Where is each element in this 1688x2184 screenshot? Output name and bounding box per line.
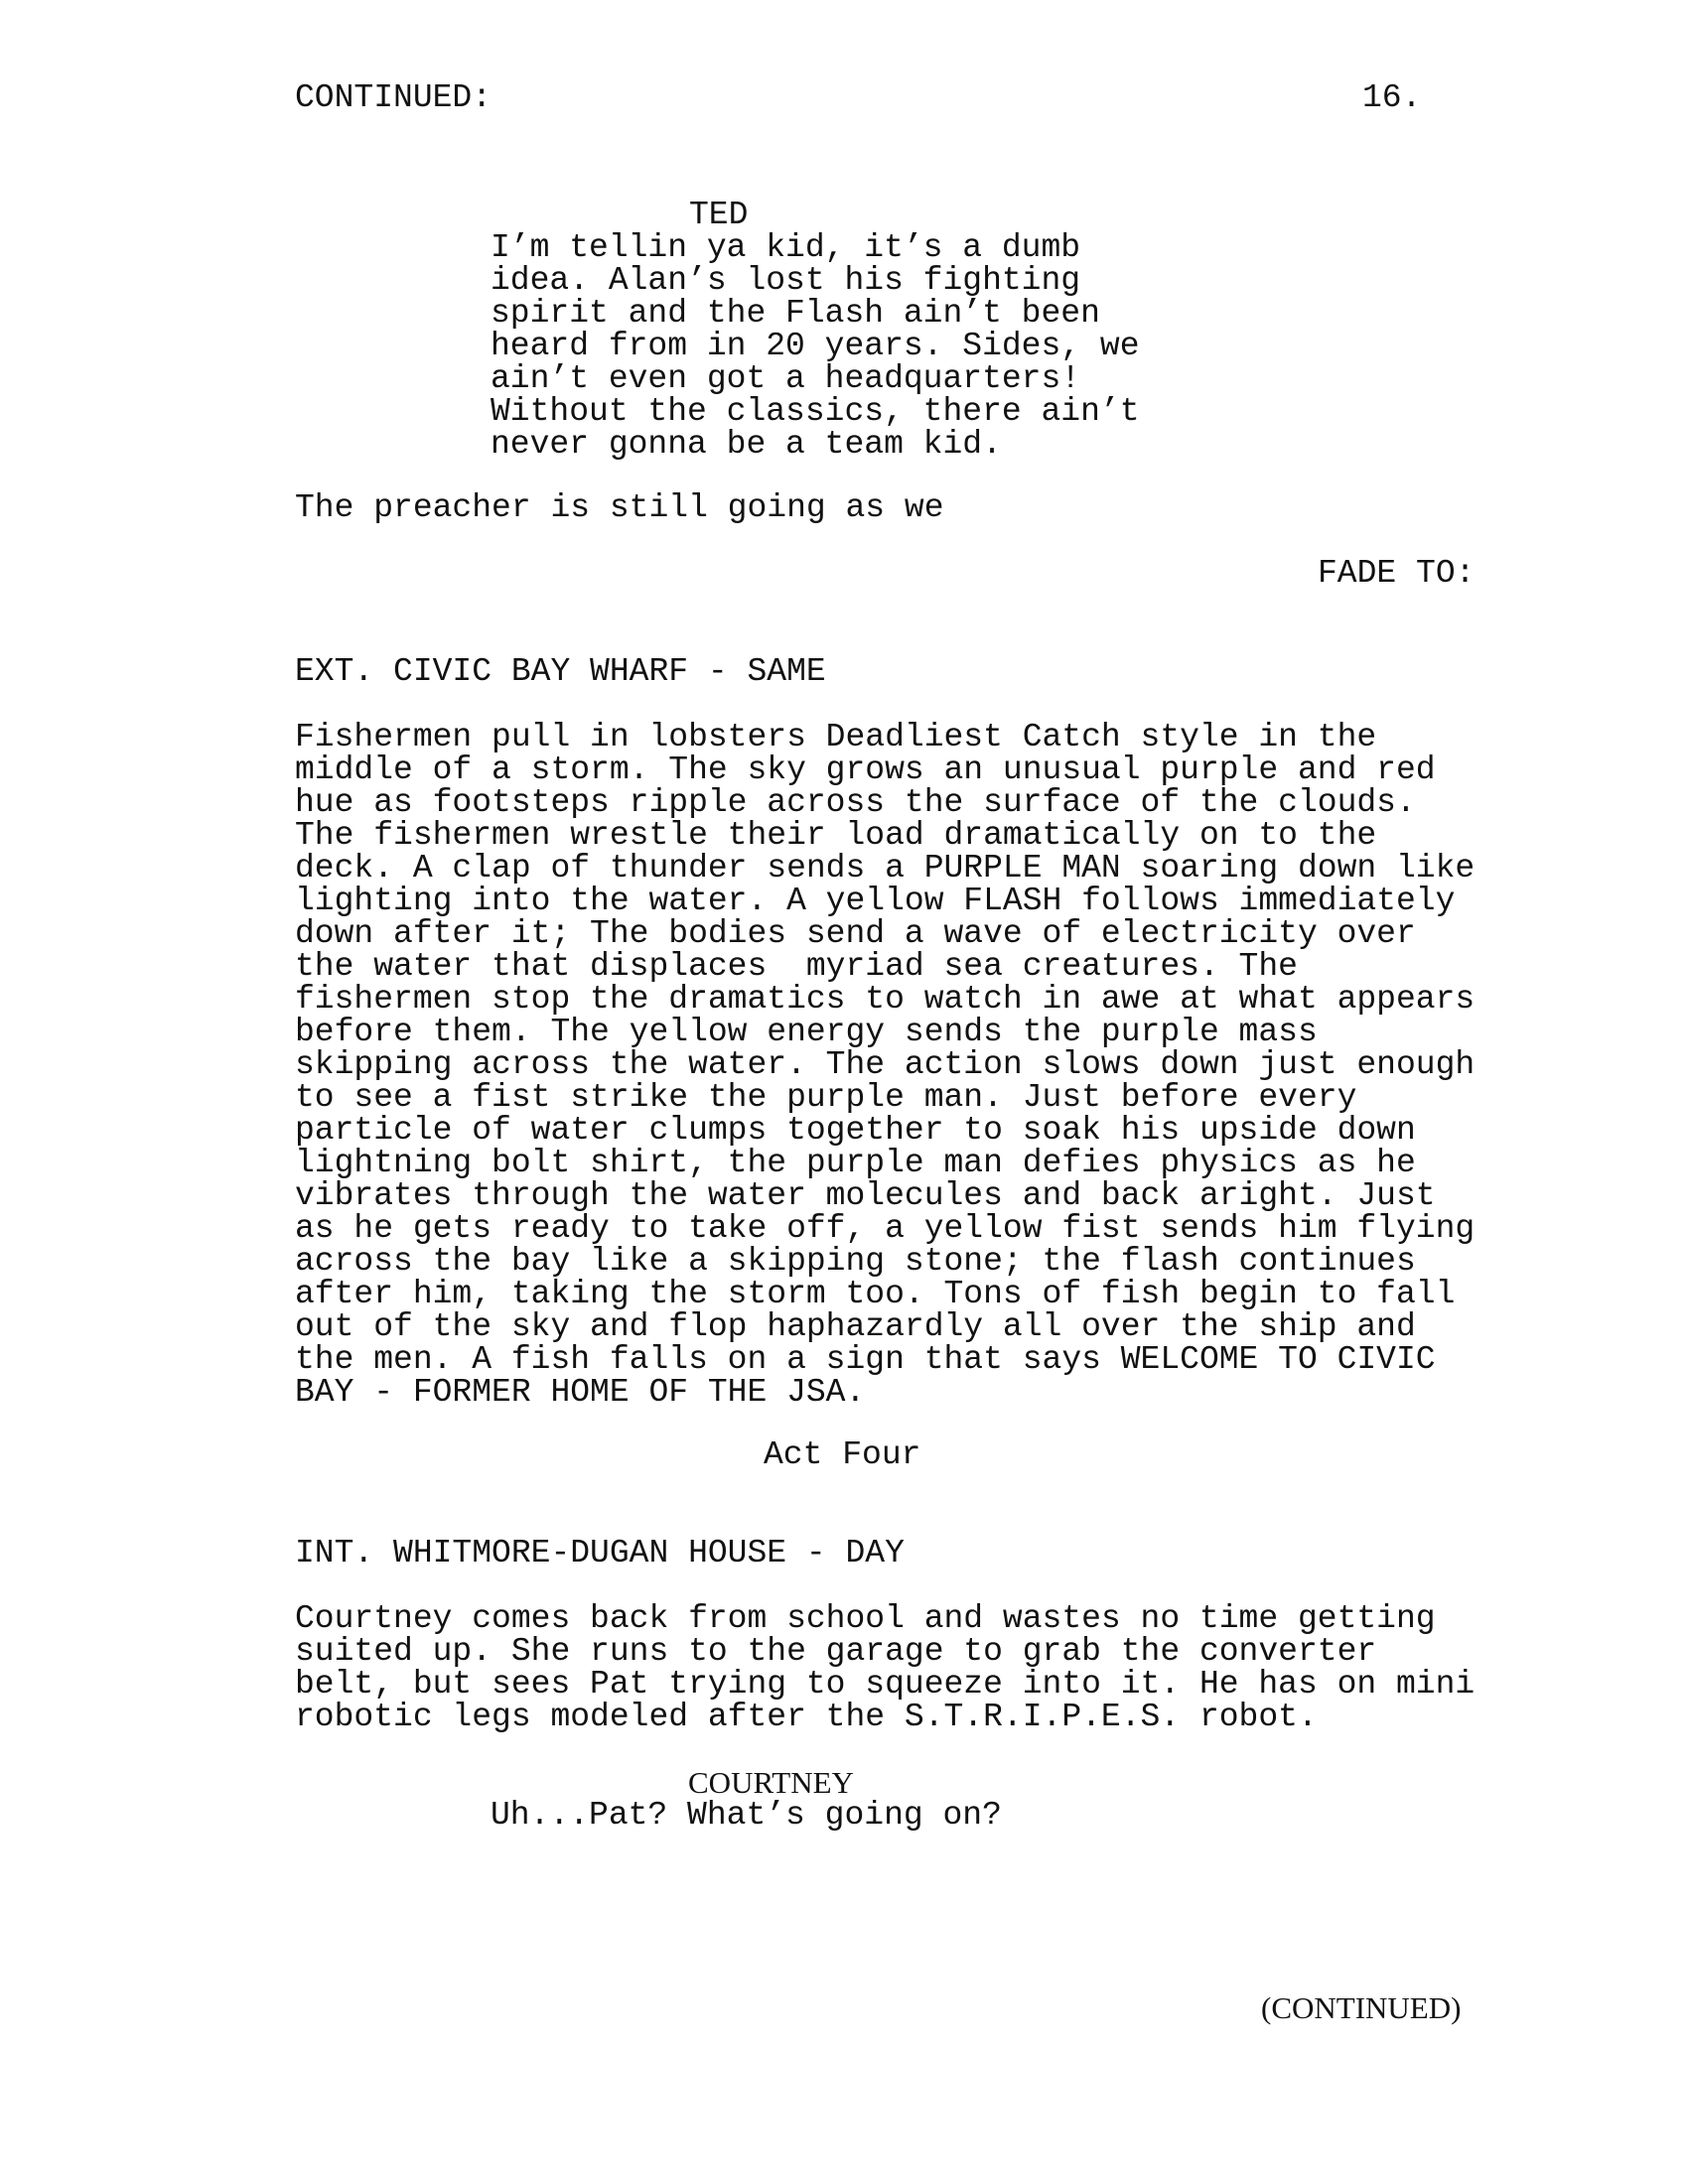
continued-footer: (CONTINUED) [1261,1990,1462,2025]
scene-heading-whitmore-dugan-house: INT. WHITMORE-DUGAN HOUSE - DAY [295,1535,905,1571]
character-name-ted: TED [689,197,749,233]
transition-fade-to: FADE TO: [1318,555,1476,592]
action-preacher: The preacher is still going as we [295,489,944,526]
dialogue-courtney: Uh...Pat? What’s going on? [491,1797,1002,1834]
page-number: 16. [1362,79,1422,116]
continued-header: CONTINUED: [295,79,492,116]
dialogue-ted: I’m tellin ya kid, it’s a dumb idea. Alan’s lost his fighting spirit and the Flash ain’t been heard from in 20 years. Sides, we ain’t even got a headquarters! Without the classics, there ain’t never gonna be a team kid. [491,229,1140,463]
scene-heading-civic-bay-wharf: EXT. CIVIC BAY WHARF - SAME [295,653,826,690]
action-house: Courtney comes back from school and wastes no time getting suited up. She runs to the garage to grab the converter belt, but sees Pat trying to squeeze into it. He has on mini robotic legs modeled after the S.T.R.I.P.E.S. robot. [295,1600,1476,1735]
character-name-courtney: COURTNEY [688,1765,854,1800]
action-wharf: Fishermen pull in lobsters Deadliest Catch style in the middle of a storm. The sky grows an unusual purple and red hue as footsteps ripple across the surface of the clouds. The fishermen wrestle their load dramatically on to the deck. A clap of thunder sends a PURPLE MAN soaring down like lighting into the water. A yellow FLASH follows immediately down after it; The bodies send a wave of electricity over the water that displaces myriad sea creatures. The fishermen stop the dramatics to watch in awe at what appears before them. The yellow energy sends the purple mass skipping across the water. The action slows down just enough to see a fist strike the purple man. Just before every particle of water clumps together to soak his upside down lightning bolt shirt, the purple man defies physics as he vibrates through the water molecules and back aright. Just as he gets ready to take off, a yellow fist sends him flying across the bay like a skipping stone; the flash continues after him, taking the storm too. Tons of fish begin to fall out of the sky and flop haphazardly all over the ship and the men. A fish falls on a sign that says WELCOME TO CIVIC BAY - FORMER HOME OF THE JSA. [295,719,1476,1411]
act-four-label: Act Four [764,1436,921,1473]
